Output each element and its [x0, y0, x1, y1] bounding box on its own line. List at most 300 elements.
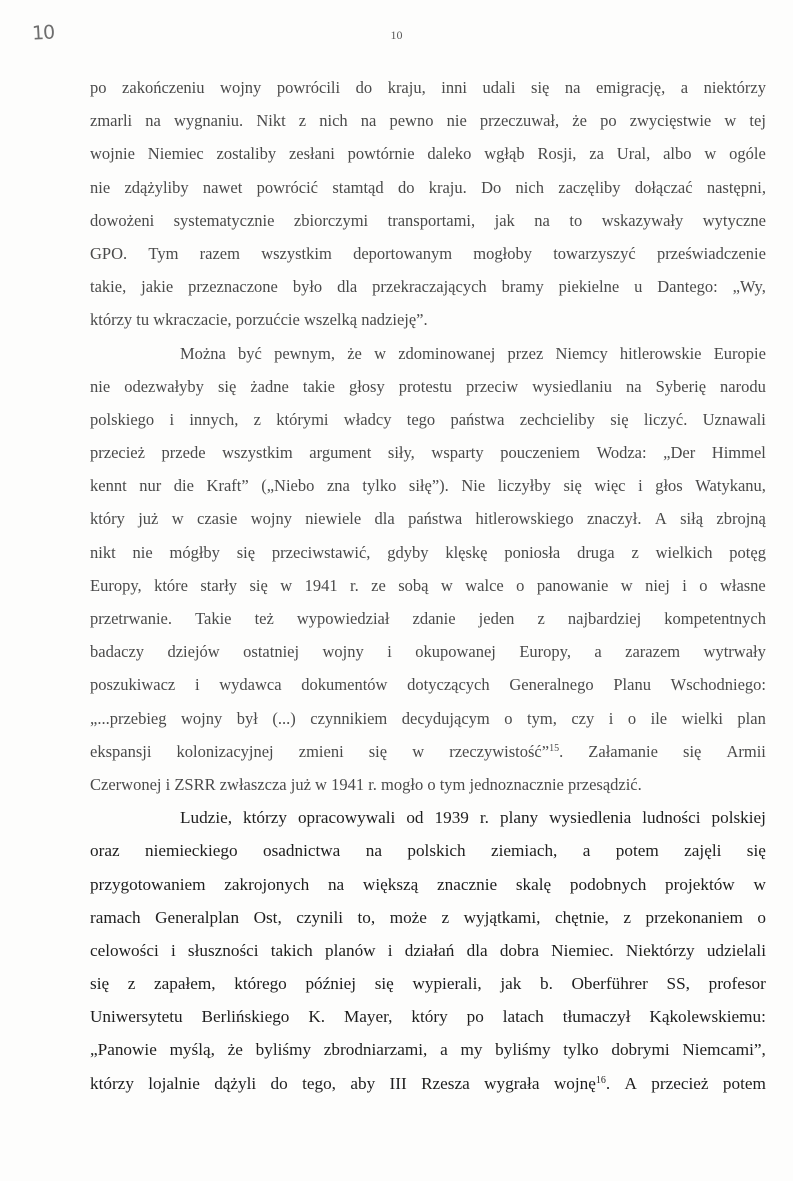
word: się: [531, 78, 550, 97]
text-line: [90, 436, 766, 469]
word: ekspansji: [90, 741, 152, 761]
text-line: [90, 934, 766, 967]
word: porzućcie: [235, 310, 304, 330]
word: pouczeniem: [500, 443, 580, 463]
word: poniosła: [504, 542, 561, 562]
word: głosy: [348, 376, 385, 396]
word: projektów: [665, 874, 735, 894]
word: i: [682, 575, 687, 595]
word: Ural,: [616, 144, 651, 164]
word: już: [138, 509, 159, 529]
word: hitlerowskiego: [475, 509, 574, 529]
word: klęskę: [445, 542, 488, 562]
word: potem: [615, 841, 659, 861]
text-line: [90, 967, 766, 1000]
word: z: [441, 907, 450, 927]
text-line: [90, 569, 766, 602]
word: nie: [446, 111, 467, 131]
word: własne: [719, 575, 766, 595]
text-line: [90, 834, 766, 867]
word: starły: [200, 575, 238, 595]
word: III: [389, 1073, 407, 1093]
word: że: [227, 1040, 243, 1060]
word: w: [753, 874, 766, 894]
word: się: [90, 974, 110, 994]
word: w: [315, 774, 332, 794]
word: celowości: [90, 940, 159, 960]
word: czasie: [197, 509, 238, 529]
word: w: [171, 509, 184, 529]
word: i: [608, 708, 614, 728]
word: było: [292, 277, 323, 297]
word: zakrojonych: [224, 874, 310, 894]
word: deportowanym: [353, 243, 453, 263]
word: na: [145, 111, 161, 131]
text-line: [90, 270, 766, 303]
word: aby: [350, 1073, 376, 1093]
word: Niektórzy: [625, 940, 695, 960]
word: Czerwonej: [90, 774, 166, 794]
word: to: [569, 210, 583, 230]
word: a: [594, 642, 602, 662]
word: niektórzy: [703, 78, 766, 97]
word: siły,: [387, 443, 415, 463]
word: Do: [481, 177, 502, 197]
word: zmieni: [298, 741, 344, 761]
word: powrócili: [276, 78, 341, 97]
word: w: [620, 575, 633, 595]
word: Mayer,: [343, 1007, 393, 1027]
word: z: [127, 974, 136, 994]
handwritten-page-number: 10: [31, 21, 55, 45]
word: się: [236, 542, 256, 562]
word: Syberię: [655, 376, 707, 396]
word: r.: [350, 575, 359, 595]
word: państwa: [408, 509, 463, 529]
text-line: [90, 337, 766, 370]
word: głos: [655, 476, 683, 496]
word: wytrwały: [703, 642, 766, 662]
word: albo: [663, 144, 692, 164]
word: zechcieliby: [519, 409, 595, 429]
word: na: [626, 376, 642, 396]
word: o: [699, 575, 708, 595]
word: tylko: [362, 476, 397, 496]
word: w: [280, 575, 293, 595]
word: i: [194, 675, 200, 695]
text-line: [90, 71, 766, 104]
text-line: [90, 868, 766, 901]
word: przez: [507, 343, 544, 363]
word: powrócić: [256, 177, 319, 197]
word: piekielne: [558, 277, 620, 297]
word: czy: [571, 708, 595, 728]
text-line: [90, 104, 766, 137]
word: wypowiedział: [296, 609, 390, 628]
word: które: [154, 575, 188, 595]
text-line: [90, 635, 766, 668]
word: zajęli: [684, 841, 722, 861]
word: czynili: [296, 907, 344, 927]
word: ze: [371, 575, 386, 595]
word: na: [365, 841, 382, 861]
word: przeznaczone: [188, 277, 278, 297]
text-line: [90, 536, 766, 569]
word: wskazywały: [601, 210, 684, 230]
word: panowanie: [536, 575, 609, 595]
word: Planu: [613, 675, 651, 695]
word: przesądzić.: [568, 774, 642, 794]
text-line: [90, 403, 766, 436]
word: protestu: [398, 376, 452, 396]
word: wysiedlaniu: [532, 376, 612, 396]
word: K.: [308, 1007, 326, 1027]
word: udzielali: [706, 940, 766, 960]
word: „Wy,: [732, 277, 766, 297]
text-line: [90, 735, 766, 768]
text-line: [90, 137, 766, 170]
word: do: [355, 78, 373, 97]
word: transportami,: [387, 210, 476, 230]
word: czynnikiem: [310, 708, 388, 728]
word: Europy,: [519, 642, 571, 662]
word: też: [254, 609, 274, 628]
word: który: [90, 509, 125, 529]
word: o: [627, 708, 637, 728]
word: wszystkim: [222, 443, 293, 463]
word: więc: [594, 476, 626, 496]
word: przygotowaniem: [90, 874, 206, 894]
word: Europie: [713, 343, 766, 363]
footnote-ref: 15: [549, 742, 560, 754]
text-line: [90, 237, 766, 270]
word: kompetentnych: [664, 609, 766, 628]
word: ZSRR: [174, 774, 220, 794]
word: skalę: [515, 874, 552, 894]
word: z: [631, 542, 639, 562]
word: o: [504, 708, 513, 728]
word: mogło: [381, 774, 428, 794]
word: którymi: [276, 409, 329, 429]
word: „Panowie: [90, 1040, 157, 1060]
word: liczyłby: [497, 476, 551, 496]
word: po: [90, 78, 107, 97]
word: na: [327, 874, 345, 894]
word: GPO.: [90, 243, 128, 263]
word: tym: [439, 774, 470, 794]
word: powtórnie: [347, 144, 415, 164]
word: być: [238, 343, 262, 363]
word: dziejów: [167, 642, 220, 662]
word: na: [360, 111, 377, 131]
word: sobą: [398, 575, 429, 595]
word: „Der: [663, 443, 696, 463]
word: w: [724, 111, 737, 131]
word: Ost,: [253, 907, 282, 927]
word: systematycznie: [173, 210, 275, 230]
word: po: [600, 111, 617, 131]
word: zbiorczymi: [293, 210, 369, 230]
word: wielki: [681, 708, 723, 728]
word: że: [347, 343, 362, 363]
text-line: [90, 1033, 766, 1066]
word: zwłaszcza: [219, 774, 291, 794]
word: że: [572, 111, 587, 131]
word: do: [397, 177, 415, 197]
word: i: [387, 940, 393, 960]
word: z: [298, 111, 307, 131]
text-line: [90, 204, 766, 237]
word: nur: [139, 476, 162, 496]
word: wyjątkami,: [463, 907, 541, 927]
word: który: [411, 1007, 448, 1027]
word: nich: [319, 111, 348, 131]
word: dokumentów: [301, 675, 388, 695]
word: znacznie: [437, 874, 498, 894]
word: innych,: [189, 409, 239, 429]
word: większą: [362, 874, 419, 894]
word: jak: [500, 974, 522, 994]
word: takich: [270, 940, 313, 960]
word: już: [290, 774, 316, 794]
word: się: [610, 409, 629, 429]
word: w: [704, 144, 717, 164]
word: którzy: [90, 310, 137, 330]
word: dla: [337, 277, 358, 297]
word: jak: [494, 210, 515, 230]
word: zbrodniarzami,: [323, 1040, 428, 1060]
word: od: [406, 808, 424, 828]
body-text: [90, 71, 766, 1100]
word: przede: [161, 443, 206, 463]
word: jednoznacznie: [469, 774, 568, 794]
word: w: [374, 343, 386, 363]
word: nie: [90, 376, 111, 396]
word: dobrymi: [611, 1040, 670, 1060]
word: Watykanu,: [695, 476, 766, 496]
word: państwa: [450, 409, 505, 429]
word: Niemcami”,: [682, 1040, 766, 1060]
word: przekraczających: [372, 277, 487, 297]
word: polskich: [407, 841, 466, 861]
word: wsparty: [431, 443, 484, 463]
word: emigrację,: [596, 78, 666, 97]
word: przeciw: [465, 376, 519, 396]
word: zarazem: [625, 642, 681, 662]
word: tego,: [302, 1073, 336, 1093]
text-line: [90, 469, 766, 502]
word: takie,: [90, 277, 127, 297]
word: znaczył.: [586, 509, 642, 529]
word: kennt: [90, 476, 127, 496]
word: profesor: [708, 974, 766, 994]
word: u: [634, 277, 643, 297]
word: się: [217, 376, 237, 396]
word: się: [563, 476, 582, 496]
word: inni: [441, 78, 467, 97]
word: Wodza:: [596, 443, 647, 463]
word: wojny: [322, 642, 364, 662]
word: rzeczywistość”$^{15}$.: [449, 741, 564, 761]
word: tym,: [527, 708, 557, 728]
word: dotyczących: [407, 675, 490, 695]
word: przekonaniem: [645, 907, 743, 927]
word: się: [368, 741, 388, 761]
word: Rosji,: [537, 144, 577, 164]
word: niej: [645, 575, 670, 595]
word: przeświadczenie: [656, 243, 766, 263]
word: Uznawali: [702, 409, 766, 429]
word: pewno: [389, 111, 434, 131]
word: tu: [136, 310, 154, 330]
word: żadne: [250, 376, 289, 396]
word: 1939: [434, 808, 469, 828]
word: Niemiec: [147, 144, 204, 164]
word: bramy: [501, 277, 544, 297]
word: Ludzie,: [180, 808, 233, 828]
word: wysiedlenia: [549, 808, 632, 828]
word: którzy: [90, 1073, 134, 1093]
word: do: [270, 1073, 288, 1093]
word: wojnę$^{16}$.: [553, 1073, 611, 1093]
word: wgłąb: [484, 144, 525, 164]
word: zesłani: [288, 144, 335, 164]
word: tego: [406, 409, 436, 429]
word: wygrała: [484, 1073, 540, 1093]
word: zdążyliby: [124, 177, 189, 197]
word: którzy: [243, 808, 287, 828]
word: o: [427, 774, 440, 794]
word: Armii: [726, 741, 766, 761]
word: przecież: [651, 1073, 709, 1093]
word: zakończeniu: [122, 78, 205, 97]
word: Generalplan: [155, 907, 240, 927]
word: Kraft”: [206, 476, 249, 496]
word: polskiego: [90, 409, 155, 429]
printed-page-number: 10: [390, 28, 403, 42]
word: Niemiec.: [551, 940, 614, 960]
word: Niemcy: [555, 343, 608, 363]
word: argument: [309, 443, 372, 463]
word: udali: [482, 78, 516, 97]
text-line: [90, 602, 766, 635]
word: badaczy: [90, 642, 145, 662]
word: kraju,: [387, 78, 426, 97]
word: i: [169, 409, 175, 429]
word: dowożeni: [90, 210, 155, 230]
word: Można: [180, 343, 226, 363]
word: Takie: [195, 609, 232, 628]
word: ziemiach,: [491, 841, 558, 861]
word: zaczęliby: [558, 177, 621, 197]
text-line: [90, 668, 766, 701]
word: zapałem,: [154, 974, 216, 994]
word: w: [440, 575, 453, 595]
word: podobnych: [569, 874, 647, 894]
word: może: [389, 907, 427, 927]
word: hitlerowskie: [619, 343, 702, 363]
footnote-ref: 16: [595, 1074, 606, 1086]
word: tej: [749, 111, 766, 131]
word: zostaliby: [216, 144, 277, 164]
word: 1941: [304, 575, 338, 595]
word: planów: [324, 940, 376, 960]
word: Tym: [148, 243, 179, 263]
word: przeczuwał,: [479, 111, 560, 131]
word: lojalnie: [148, 1073, 200, 1093]
word: ludności: [642, 808, 701, 828]
word: razem: [199, 243, 240, 263]
text-line: [90, 502, 766, 535]
word: mogłoby: [473, 243, 532, 263]
word: osadnictwa: [262, 841, 341, 861]
word: nikt: [90, 542, 116, 562]
word: byliśmy: [255, 1040, 312, 1060]
word: o: [516, 575, 525, 595]
word: za: [589, 144, 604, 164]
text-line: [90, 702, 766, 735]
word: opracowywali: [297, 808, 396, 828]
word: takie: [302, 376, 335, 396]
word: to,: [357, 907, 376, 927]
word: r.: [368, 774, 382, 794]
word: wojny: [181, 708, 223, 728]
word: zdominowanej: [398, 343, 496, 363]
word: władcy: [343, 409, 392, 429]
word: słuszności: [187, 940, 259, 960]
word: oraz: [90, 841, 120, 861]
word: mógłby: [169, 542, 220, 562]
word: następni,: [706, 177, 766, 197]
word: tylko: [563, 1040, 599, 1060]
word: wkraczacie,: [153, 310, 236, 330]
word: o: [757, 907, 766, 927]
word: („Niebo: [261, 476, 315, 496]
word: i: [165, 774, 175, 794]
word: r.: [479, 808, 489, 828]
word: ile: [650, 708, 668, 728]
word: tłumaczył: [562, 1007, 631, 1027]
word: „...przebieg: [90, 708, 167, 728]
word: na: [534, 210, 550, 230]
word: jeden: [478, 609, 515, 628]
word: zna: [326, 476, 350, 496]
word: druga: [577, 542, 615, 562]
word: siłę”).: [408, 476, 449, 496]
word: się: [746, 841, 766, 861]
word: byliśmy: [495, 1040, 551, 1060]
word: z: [623, 907, 631, 927]
word: A: [654, 509, 667, 529]
word: Rzesza: [421, 1073, 470, 1093]
word: się: [374, 974, 394, 994]
word: nadzieję”.: [361, 310, 428, 330]
word: jakie: [141, 277, 174, 297]
word: później: [305, 974, 357, 994]
word: zmarli: [90, 111, 133, 131]
word: potęg: [729, 542, 766, 562]
word: przecież: [90, 443, 145, 463]
word: przeciwstawić,: [271, 542, 371, 562]
text-line: [90, 171, 766, 204]
word: poszukiwacz: [90, 675, 176, 695]
word: kraju.: [428, 177, 467, 197]
word: i: [387, 642, 392, 662]
word: Wschodniego:: [670, 675, 766, 695]
word: polskiej: [711, 808, 766, 828]
word: wojny: [250, 509, 292, 529]
word: i: [638, 476, 643, 496]
